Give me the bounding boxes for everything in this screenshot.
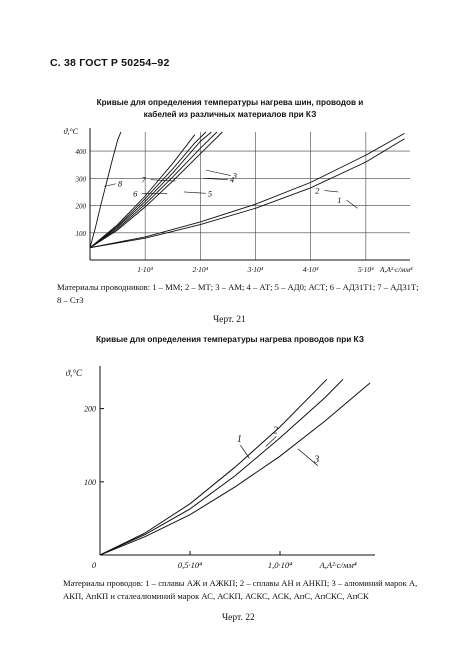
chart1-curve-7 xyxy=(90,135,195,248)
chart2-xtick-label: 0,5·10⁴ xyxy=(177,560,203,570)
chart2-labels xyxy=(237,425,319,465)
chart1-leader xyxy=(324,191,338,192)
chart1-curve-label: 5 xyxy=(207,188,213,199)
chart1-xtick-label: 2·10⁴ xyxy=(192,265,209,274)
chart2-curve-label: 2 xyxy=(272,425,278,437)
chart2-ylabel: ϑ,°C xyxy=(65,368,82,378)
chart2-ytick-label: 100 xyxy=(84,477,96,487)
chart1-xtick-label: 5·10⁴ xyxy=(357,265,374,274)
chart1-curve-label: 7 xyxy=(141,174,146,185)
chart2-curve-label: 3 xyxy=(314,454,320,466)
chart2-axes xyxy=(66,366,375,570)
chart1-grid xyxy=(90,132,410,260)
chart2-xtick-label: 0 xyxy=(91,560,97,570)
page-header: С. 38 ГОСТ Р 50254–92 xyxy=(50,57,170,69)
chart1-xtick-label: 1·10⁴ xyxy=(137,265,154,274)
chart2-title: Кривые для определения температуры нагрева проводов при КЗ xyxy=(96,335,364,344)
chart1-leader xyxy=(347,200,358,208)
chart1-curve-label: 1 xyxy=(337,195,342,206)
chart2-xtick-label: 1,0·10⁴ xyxy=(267,560,293,570)
chart1-curve-label: 3 xyxy=(232,170,237,181)
chart2-caption: Черт. 22 xyxy=(222,613,255,623)
chart1-leader xyxy=(206,170,231,175)
chart1-labels xyxy=(104,170,357,208)
chart2-curve-label: 1 xyxy=(236,434,242,446)
chart1-xlabel: A,A²·c/мм⁴ xyxy=(379,265,413,274)
chart1-xtick-label: 3·10⁴ xyxy=(247,265,264,274)
chart2-curves xyxy=(100,379,370,555)
chart1-ytick-label: 300 xyxy=(75,175,86,184)
chart1-ytick-label: 100 xyxy=(75,229,86,238)
chart2-curve-3 xyxy=(100,383,370,555)
chart1-leader xyxy=(184,192,206,193)
chart1-axes xyxy=(64,127,413,274)
chart2-ytick-label: 200 xyxy=(84,404,96,414)
chart1-legend: Материалы проводников: 1 – ММ; 2 – МТ; 3 – АМ; 4 – АТ; 5 – АД0; АСТ; 6 – АД31Т1; 7 – АД31Т; 8 – Ст3 xyxy=(57,282,419,305)
chart1-ytick-label: 200 xyxy=(75,202,86,211)
chart1-caption: Черт. 21 xyxy=(213,315,246,325)
chart2-xlabel: A,A²·c/мм⁴ xyxy=(319,560,357,570)
chart2 xyxy=(50,360,430,575)
chart1-ytick-label: 400 xyxy=(75,148,86,157)
chart1-curve-label: 4 xyxy=(229,174,235,185)
chart1-ylabel: ϑ,°C xyxy=(63,127,78,136)
chart1-curve-label: 6 xyxy=(133,188,138,199)
chart1-title: Кривые для определения температуры нагрева шин, проводов и кабелей из различных материалов при КЗ xyxy=(96,98,364,119)
chart2-curve-1 xyxy=(100,379,327,555)
chart1-xtick-label: 4·10⁴ xyxy=(302,265,319,274)
chart1 xyxy=(40,120,440,280)
chart2-leader xyxy=(240,445,249,458)
chart1-curve-6 xyxy=(90,132,206,248)
chart1-curve-label: 8 xyxy=(117,178,123,189)
chart1-curve-label: 2 xyxy=(315,185,320,196)
chart2-curve-2 xyxy=(100,379,343,555)
chart2-legend: Материалы проводов: 1 – сплавы АЖ и АЖКП; 2 – сплавы АН и АНКП; 3 – алюминий марок А, АКП, АпКП и сталеалюминий марок АС, АСКП, АСКС, АСК, АпС, АпСКС, АпСК xyxy=(63,578,418,601)
